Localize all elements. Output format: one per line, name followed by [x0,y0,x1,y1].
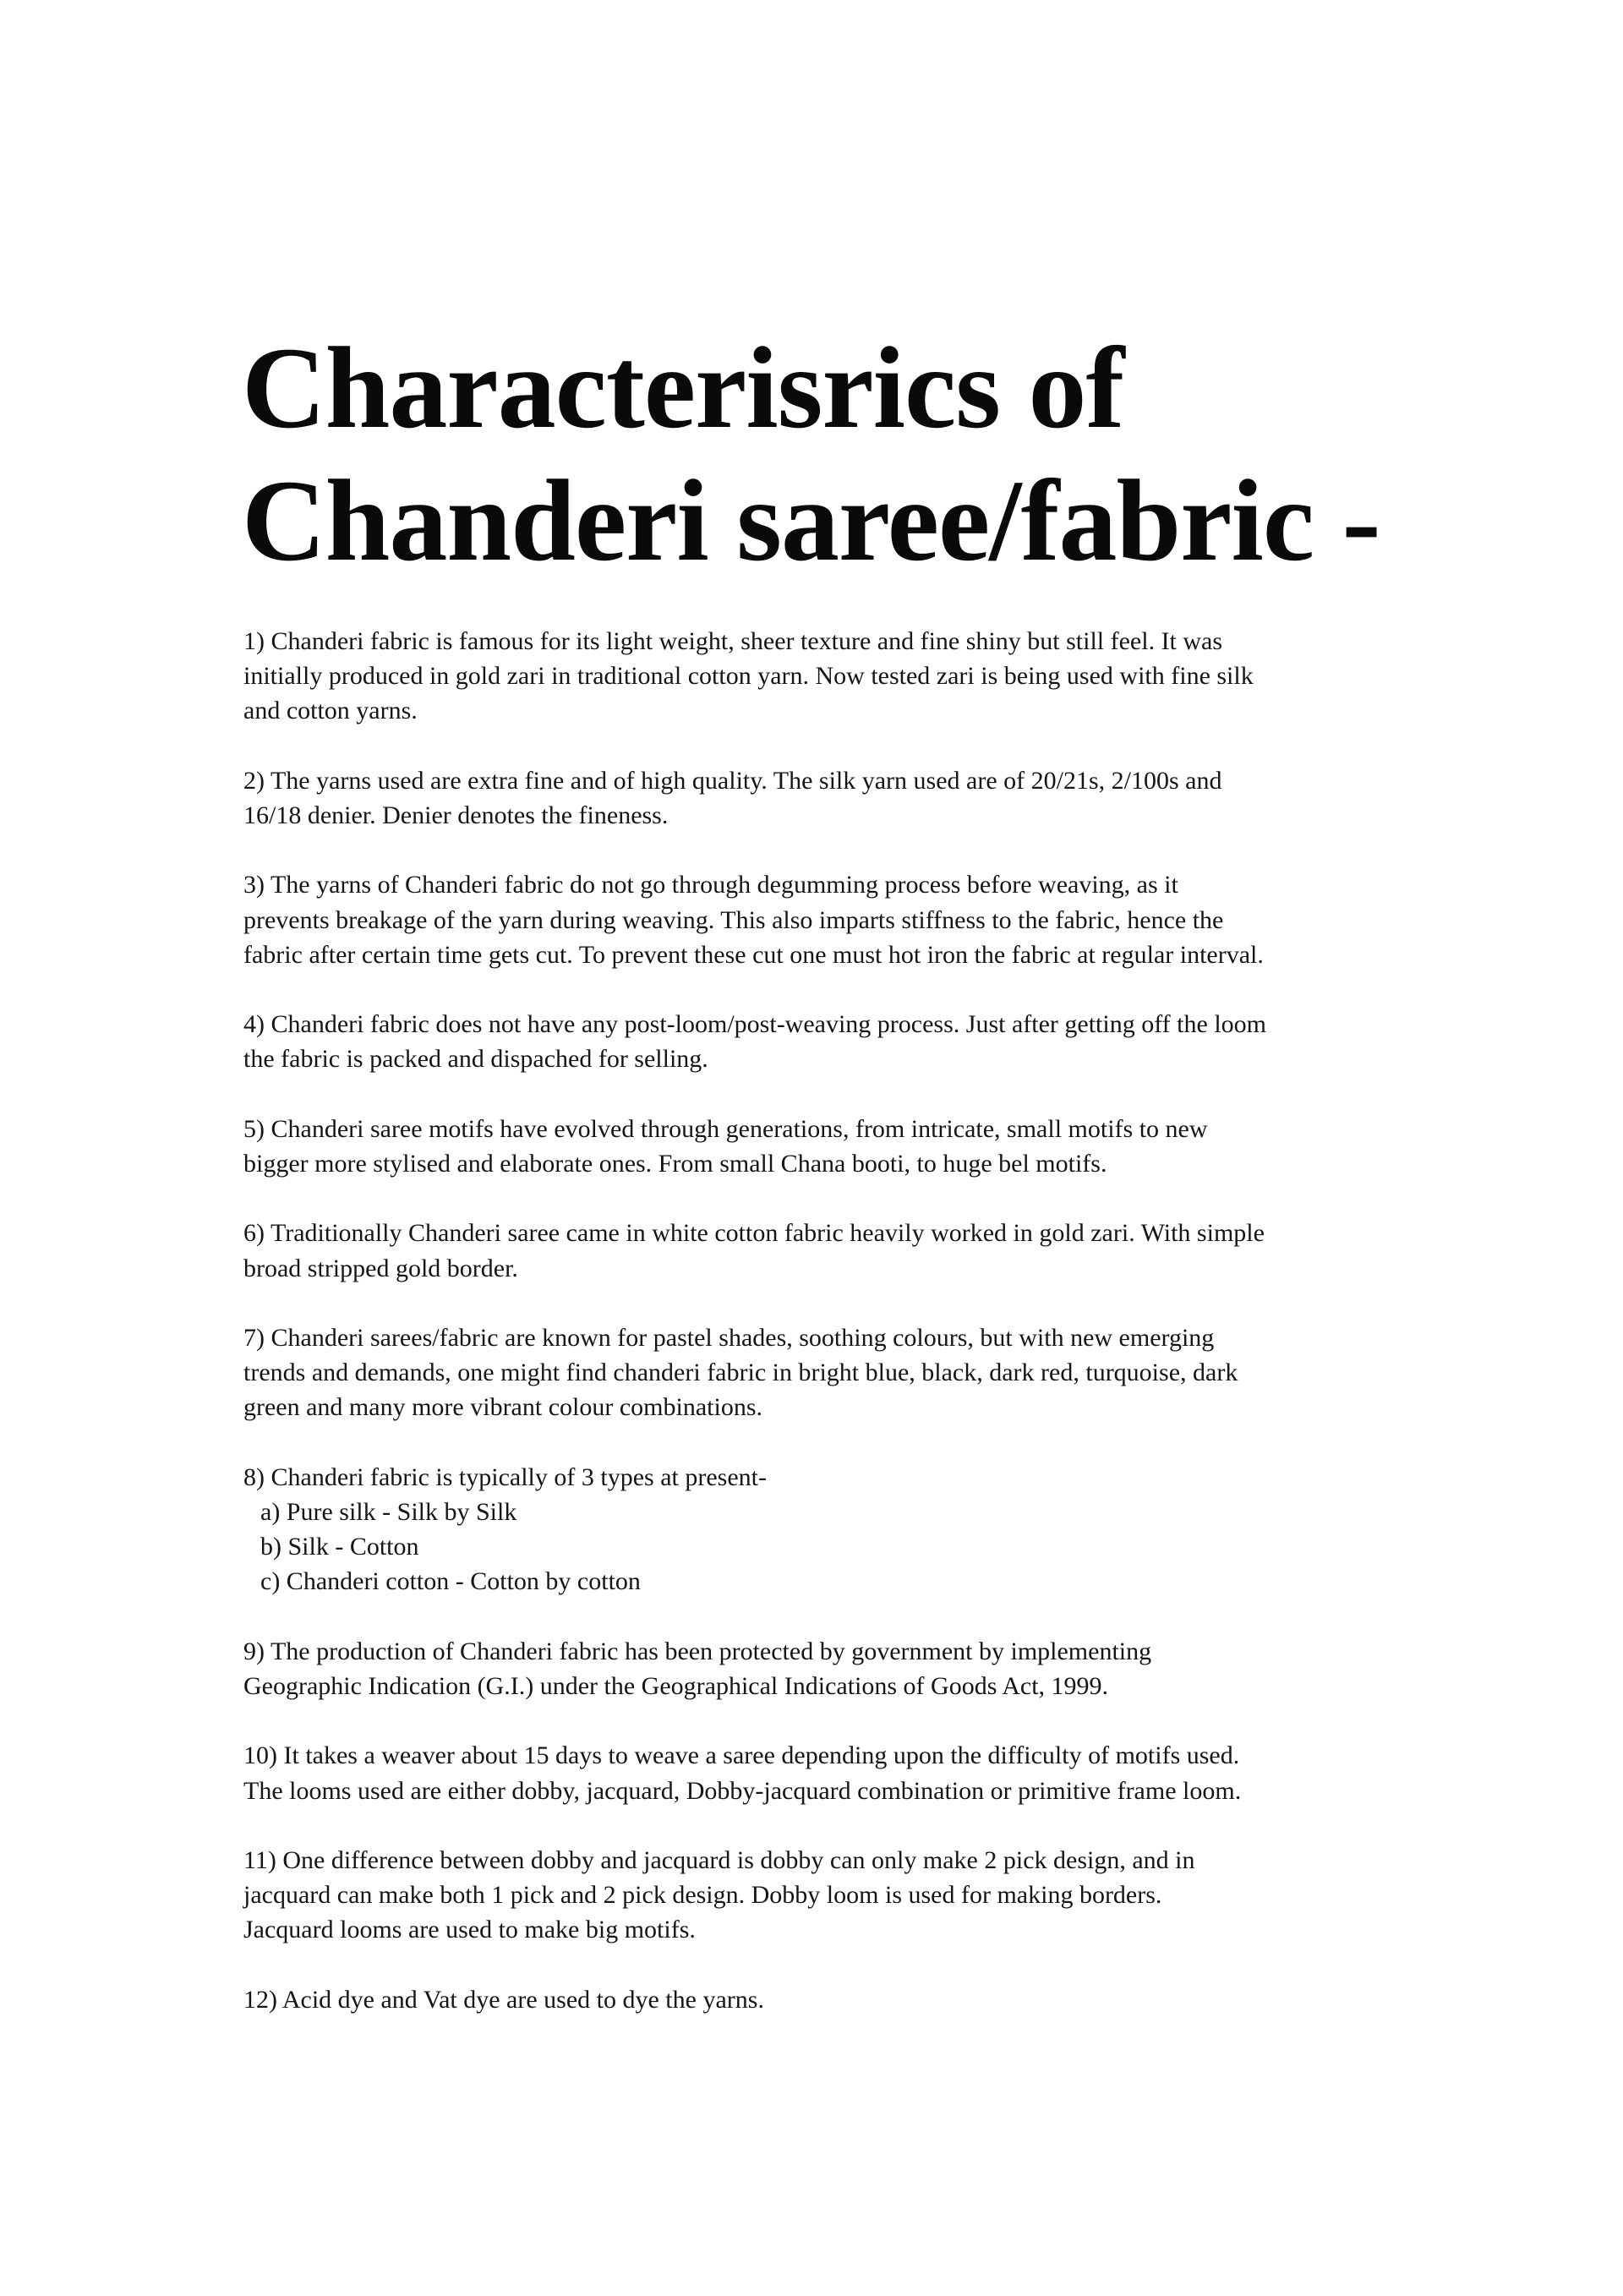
characteristic-paragraph [243,1738,1427,1807]
paragraph-line: The looms used are either dobby, jacquard, Dobby-jacquard combination or primitive frame loom. [243,1776,1242,1805]
characteristic-paragraph [243,763,1427,833]
paragraph-line: 1) Chanderi fabric is famous for its light weight, sheer texture and fine shiny but still feel. It was [243,627,1223,655]
paragraph-line: 5) Chanderi saree motifs have evolved through generations, from intricate, small motifs to new [243,1114,1208,1143]
paragraph-line: 2) The yarns used are extra fine and of high quality. The silk yarn used are of 20/21s, 2/100s and [243,766,1222,795]
paragraph-line: fabric after certain time gets cut. To prevent these cut one must hot iron the fabric at regular interval. [243,940,1264,969]
paragraph-line: 4) Chanderi fabric does not have any post-loom/post-weaving process. Just after getting off the loom [243,1010,1266,1039]
paragraph-line: 6) Traditionally Chanderi saree came in white cotton fabric heavily worked in gold zari. With simple [243,1219,1265,1248]
paragraph-line: 7) Chanderi sarees/fabric are known for pastel shades, soothing colours, but with new emerging [243,1323,1215,1352]
paragraph-line: bigger more stylised and elaborate ones. From small Chana booti, to huge bel motifs. [243,1149,1107,1178]
page-title [242,321,1380,587]
characteristic-paragraph [243,1112,1427,1181]
paragraph-line: 11) One difference between dobby and jacquard is dobby can only make 2 pick design, and in [243,1845,1195,1874]
title-line-1: Characterisrics of [242,323,1124,452]
paragraph-line: Geographic Indication (G.I.) under the Geographical Indications of Goods Act, 1999. [243,1671,1109,1700]
paragraph-line: the fabric is packed and dispached for selling. [243,1045,708,1074]
paragraph-line: 8) Chanderi fabric is typically of 3 types at present- [243,1462,767,1491]
paragraph-line: trends and demands, one might find chanderi fabric in bright blue, black, dark red, turquoise, dark [243,1358,1238,1387]
fabric-type-item: b) Silk - Cotton [260,1533,419,1561]
fabric-type-item: c) Chanderi cotton - Cotton by cotton [260,1567,641,1596]
paragraph-line: broad stripped gold border. [243,1254,518,1282]
characteristic-paragraph [243,1634,1427,1703]
paragraph-line: prevents breakage of the yarn during weaving. This also imparts stiffness to the fabric, hence the [243,905,1224,934]
paragraph-line: 16/18 denier. Denier denotes the fineness. [243,801,669,829]
characteristic-paragraph [243,1007,1427,1076]
characteristic-paragraph [243,1460,1427,1599]
characteristic-paragraph [243,867,1427,972]
characteristic-paragraph [243,1320,1427,1425]
title-line-2: Chanderi saree/fabric - [242,456,1380,585]
paragraph-line: 12) Acid dye and Vat dye are used to dye the yarns. [243,1985,764,2014]
paragraph-line: 3) The yarns of Chanderi fabric do not go through degumming process before weaving, as it [243,871,1178,899]
paragraph-line: Jacquard looms are used to make big motifs. [243,1916,696,1944]
fabric-type-item: a) Pure silk - Silk by Silk [260,1497,517,1526]
paragraph-line: 10) It takes a weaver about 15 days to weave a saree depending upon the difficulty of motifs used. [243,1741,1240,1770]
paragraph-line: jacquard can make both 1 pick and 2 pick design. Dobby loom is used for making borders. [243,1881,1162,1910]
characteristic-paragraph [243,624,1427,729]
paragraph-line: and cotton yarns. [243,697,418,725]
characteristics-list [243,624,1427,2052]
characteristic-paragraph [243,1216,1427,1285]
characteristic-paragraph [243,1843,1427,1948]
paragraph-line: green and many more vibrant colour combinations. [243,1393,762,1422]
characteristic-paragraph [243,1982,1427,2017]
paragraph-line: initially produced in gold zari in traditional cotton yarn. Now tested zari is being used with fine silk [243,662,1254,691]
paragraph-line: 9) The production of Chanderi fabric has been protected by government by implementing [243,1637,1152,1665]
